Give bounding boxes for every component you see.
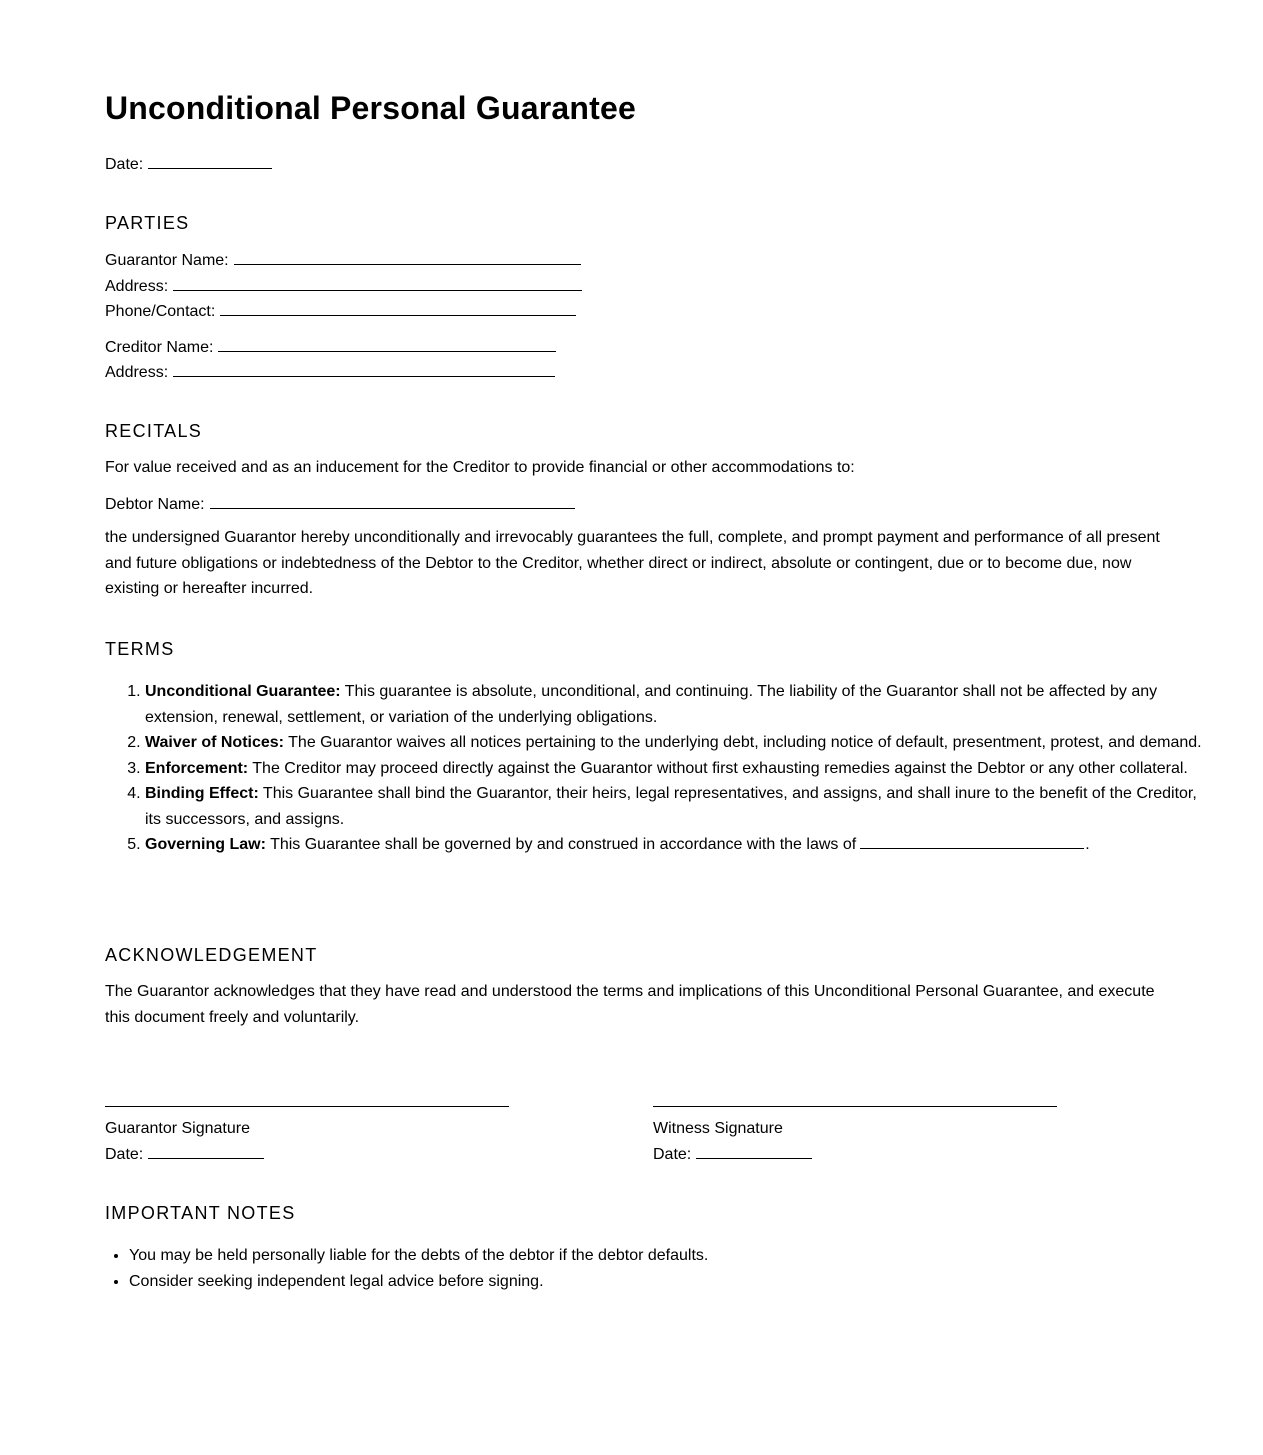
term-item [145,679,1203,730]
term-text: This Guarantee shall bind the Guarantor, their heirs, legal representatives, and assigns, and shall inure to the benefit of the Creditor, its successors, and assigns. [145,785,1197,828]
guarantor-date-field [105,1144,264,1165]
witness-date-field [653,1144,812,1165]
guarantor-phone-field [105,301,576,322]
recitals-intro: For value received and as an inducement for the Creditor to provide financial or other accommodations to: [105,459,855,476]
guarantor-signature-line[interactable] [105,1106,509,1107]
notes-list [105,1243,1129,1295]
recitals-heading: RECITALS [105,421,203,441]
guarantor-phone-blank[interactable] [220,301,576,316]
term-title: Governing Law: [145,836,266,853]
creditor-address-field [105,362,555,383]
governing-law-blank[interactable] [860,834,1084,849]
note-item: • Consider seeking independent legal advice before signing. [129,1269,1129,1295]
creditor-address-blank[interactable] [173,362,555,377]
witness-date-blank[interactable] [696,1144,812,1159]
guarantor-name-blank[interactable] [234,250,581,265]
term-item [145,832,1203,858]
terms-list [105,679,1203,858]
debtor-name-label: Debtor Name: [105,496,205,513]
guarantor-name-label: Guarantor Name: [105,252,229,269]
witness-date-label: Date: [653,1146,692,1163]
guarantor-phone-label: Phone/Contact: [105,303,216,320]
term-text: The Guarantor waives all notices pertaining to the underlying debt, including notice of default, presentment, protest, and demand. [288,734,1202,751]
term-title: Enforcement: [145,759,249,777]
creditor-address-label: Address: [105,364,169,381]
parties-heading: PARTIES [105,213,190,233]
guarantor-name-field [105,250,581,271]
creditor-name-blank[interactable] [218,337,556,352]
note-item: • You may be held personally liable for the debts of the debtor if the debtor defaults. [129,1243,1129,1269]
acknowledgement-heading: ACKNOWLEDGEMENT [105,945,318,965]
term-item [145,781,1203,832]
guarantor-address-label: Address: [105,278,169,295]
creditor-name-label: Creditor Name: [105,339,214,356]
guarantor-address-blank[interactable] [173,276,582,291]
witness-signature-line[interactable] [653,1106,1057,1107]
guarantor-date-label: Date: [105,1146,144,1163]
term-text: The Creditor may proceed directly against the Guarantor without first exhausting remedies against the Debtor or any other collateral. [252,759,1188,777]
term-item [145,730,1203,756]
document-title: Unconditional Personal Guarantee [105,90,636,126]
guarantor-signature-label: Guarantor Signature [105,1120,250,1137]
term-title: Binding Effect: [145,785,259,802]
date-field [105,154,272,175]
term-text: This Guarantee shall be governed by and construed in accordance with the laws of [270,836,857,853]
terms-heading: TERMS [105,639,175,659]
guarantor-address-field [105,276,582,297]
witness-signature-label: Witness Signature [653,1120,783,1137]
term-suffix: . [1085,836,1090,853]
creditor-name-field [105,337,556,358]
recitals-body: the undersigned Guarantor hereby unconditionally and irrevocably guarantees the full, complete, and prompt payment and performance of all present and future obligations or indebtedness of the Debtor to the Creditor, whether direct or indirect, absolute or contingent, due or to become due, now existing or hereafter incurred. [105,529,1160,597]
debtor-name-blank[interactable] [210,494,575,509]
term-title: Waiver of Notices: [145,734,284,751]
acknowledgement-body: The Guarantor acknowledges that they have read and understood the terms and implications of this Unconditional Personal Guarantee, and execute this document freely and voluntarily. [105,983,1155,1026]
date-blank[interactable] [148,154,272,169]
guarantor-date-blank[interactable] [148,1144,264,1159]
term-title: Unconditional Guarantee: [145,683,341,700]
term-item [145,756,1203,782]
notes-heading: IMPORTANT NOTES [105,1203,296,1223]
term-text: This guarantee is absolute, unconditional, and continuing. The liability of the Guarantor shall not be affected by any extension, renewal, settlement, or variation of the underlying obligations. [145,683,1158,726]
date-label: Date: [105,156,144,173]
debtor-name-field [105,494,575,515]
